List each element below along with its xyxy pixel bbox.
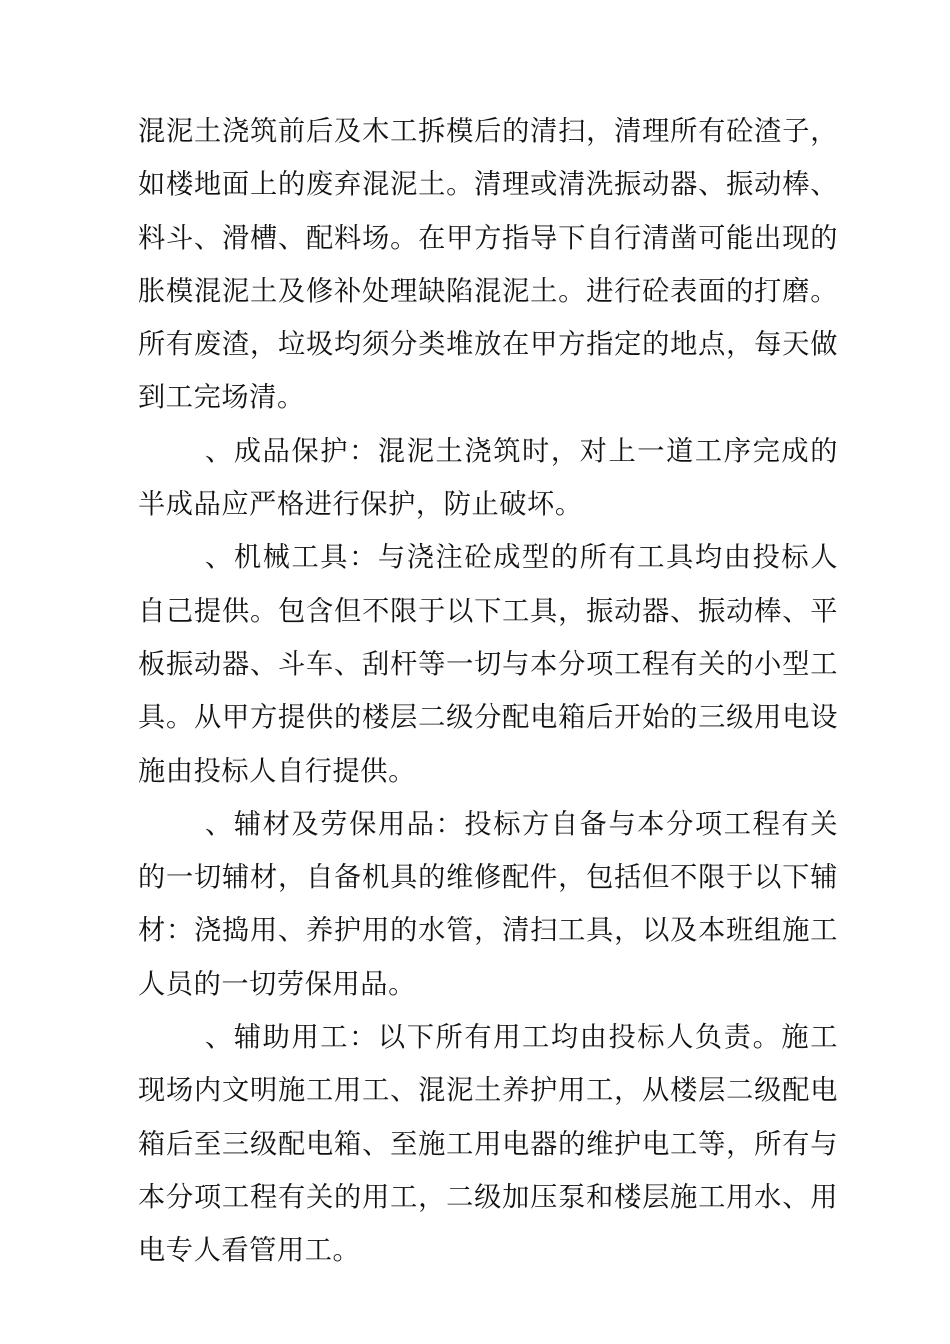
paragraph-auxiliary-materials: 、辅材及劳保用品：投标方自备与本分项工程有关的一切辅材，自备机具的维修配件，包括但不限于以下辅材：浇捣用、养护用的水管，清扫工具，以及本班组施工人员的一切劳保用品。 [138, 808, 838, 1000]
paragraph-cleaning: 混泥土浇筑前后及木工拆模后的清扫，清理所有砼渣子，如楼地面上的废弃混泥土。清理或清洗振动器、振动棒、料斗、滑槽、配料场。在甲方指导下自行清凿可能出现的胀模混泥土及修补处理缺陷混泥土。进行砼表面的打磨。所有废渣，垃圾均须分类堆放在甲方指定的地点，每天做到工完场清。 [138, 116, 838, 414]
paragraph-product-protection: 、成品保护：混泥土浇筑时，对上一道工序完成的半成品应严格进行保护，防止破坏。 [138, 435, 838, 521]
paragraph-machinery-tools: 、机械工具：与浇注砼成型的所有工具均由投标人自己提供。包含但不限于以下工具，振动器、振动棒、平板振动器、斗车、刮杆等一切与本分项工程有关的小型工具。从甲方提供的楼层二级分配电箱后开始的三级用电设施由投标人自行提供。 [138, 542, 838, 787]
document-body [138, 105, 838, 1278]
paragraph-auxiliary-labor: 、辅助用工：以下所有用工均由投标人负责。施工现场内文明施工用工、混泥土养护用工，从楼层二级配电箱后至三级配电箱、至施工用电器的维护电工等，所有与本分项工程有关的用工，二级加压泵和楼层施工用水、用电专人看管用工。 [138, 1022, 838, 1267]
